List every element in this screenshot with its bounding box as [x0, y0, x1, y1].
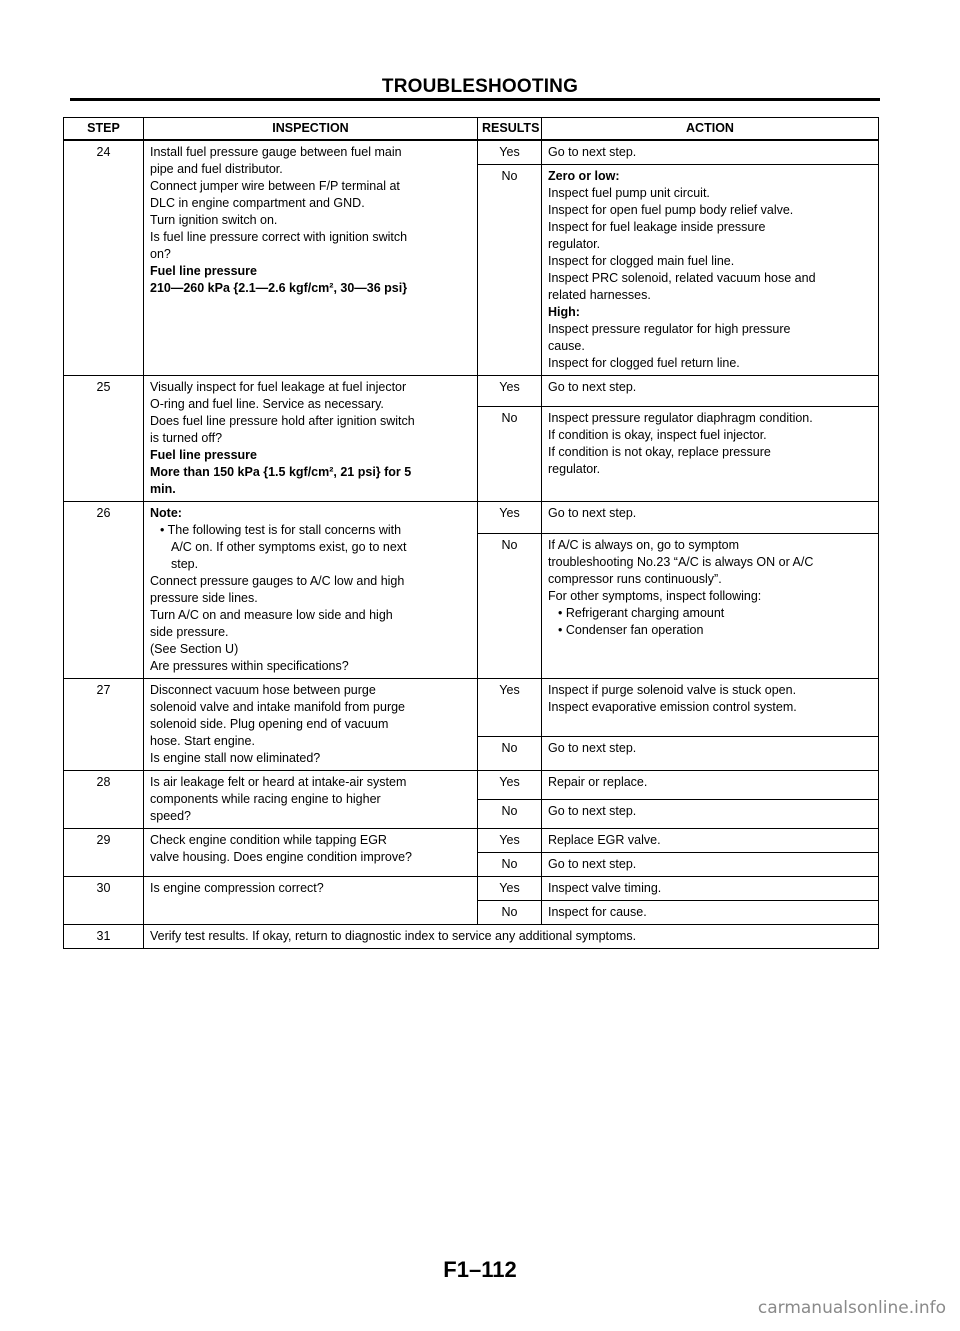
action-cell [542, 771, 879, 800]
inspection-cell [144, 877, 478, 925]
action-text: troubleshooting No.23 “A/C is always ON or A/C [548, 554, 814, 569]
action-text: Inspect for fuel leakage inside pressure [548, 220, 766, 234]
step-number: 25 [64, 376, 144, 502]
inspection-text: pipe and fuel distributor. [150, 162, 283, 176]
action-text: cause. [548, 339, 585, 353]
table-row [64, 679, 879, 737]
action-text: Go to next step. [548, 380, 637, 394]
action-text: If A/C is always on, go to symptom [548, 537, 740, 552]
action-text: Zero or low: [548, 169, 620, 183]
result-cell: Yes [478, 877, 542, 901]
action-cell [542, 406, 879, 501]
result-cell: Yes [478, 829, 542, 853]
action-text: Inspect for clogged fuel return line. [548, 356, 740, 370]
result-cell: No [478, 737, 542, 771]
column-header-step: STEP [64, 118, 144, 141]
result-cell: No [478, 406, 542, 501]
inspection-cell [144, 925, 879, 949]
column-header-results: RESULTS [478, 118, 542, 141]
inspection-text: Turn ignition switch on. [150, 213, 278, 227]
result-cell: Yes [478, 376, 542, 407]
action-cell [542, 165, 879, 376]
action-text: Inspect evaporative emission control system. [548, 700, 797, 714]
table-row [64, 140, 879, 165]
step-number: 31 [64, 925, 144, 949]
action-cell [542, 800, 879, 829]
step-number: 27 [64, 679, 144, 771]
inspection-text: Fuel line pressure [150, 448, 257, 462]
action-cell [542, 140, 879, 165]
action-text: Inspect for open fuel pump body relief valve. [548, 203, 794, 217]
action-text: • Refrigerant charging amount [548, 605, 872, 622]
inspection-text: Connect pressure gauges to A/C low and high [150, 574, 405, 588]
inspection-cell [144, 376, 478, 502]
action-text: Inspect valve timing. [548, 881, 662, 895]
step-number: 29 [64, 829, 144, 877]
inspection-text: solenoid valve and intake manifold from purge [150, 700, 406, 714]
inspection-text: Disconnect vacuum hose between purge [150, 683, 376, 697]
inspection-text: side pressure. [150, 625, 229, 639]
inspection-text: step. [171, 557, 199, 571]
inspection-text: (See Section U) [150, 642, 239, 656]
inspection-text: Visually inspect for fuel leakage at fuel injector [150, 380, 407, 394]
inspection-text: solenoid side. Plug opening end of vacuum [150, 717, 389, 731]
inspection-text: is turned off? [150, 431, 223, 445]
step-number: 28 [64, 771, 144, 829]
inspection-text: Does fuel line pressure hold after ignition switch [150, 414, 415, 428]
result-cell: No [478, 901, 542, 925]
inspection-text: Install fuel pressure gauge between fuel main [150, 145, 402, 159]
action-text: Inspect PRC solenoid, related vacuum hose and [548, 271, 816, 285]
action-text: If condition is not okay, replace pressure [548, 444, 771, 459]
step-number: 26 [64, 502, 144, 679]
inspection-text: Fuel line pressure [150, 264, 257, 278]
result-cell: Yes [478, 771, 542, 800]
inspection-text: • The following test is for stall concerns with [150, 522, 471, 539]
inspection-text: Turn A/C on and measure low side and high [150, 608, 393, 622]
inspection-text: More than 150 kPa {1.5 kgf/cm², 21 psi} for 5 [150, 465, 412, 479]
action-text: Go to next step. [548, 506, 637, 520]
action-cell [542, 376, 879, 407]
inspection-text: Is fuel line pressure correct with ignition switch [150, 230, 408, 244]
action-cell [542, 502, 879, 534]
inspection-text: Is engine compression correct? [150, 881, 324, 895]
result-cell: No [478, 800, 542, 829]
action-text: Inspect if purge solenoid valve is stuck open. [548, 683, 797, 697]
inspection-text: Verify test results. If okay, return to diagnostic index to service any additional symptoms. [150, 929, 637, 943]
inspection-text: hose. Start engine. [150, 734, 255, 748]
inspection-text: O-ring and fuel line. Service as necessary. [150, 397, 384, 411]
table-header-row [64, 118, 879, 141]
inspection-text: pressure side lines. [150, 591, 258, 605]
inspection-cell [144, 679, 478, 771]
action-cell [542, 533, 879, 678]
inspection-text: speed? [150, 809, 192, 823]
inspection-text: min. [150, 482, 176, 496]
result-cell: Yes [478, 679, 542, 737]
inspection-text: Are pressures within specifications? [150, 659, 349, 673]
action-text: regulator. [548, 461, 601, 476]
inspection-cell [144, 771, 478, 829]
action-text: Inspect for cause. [548, 905, 647, 919]
result-cell: No [478, 533, 542, 678]
action-text: regulator. [548, 237, 601, 251]
table-row [64, 925, 879, 949]
inspection-text: Check engine condition while tapping EGR [150, 833, 387, 847]
inspection-text: Connect jumper wire between F/P terminal at [150, 179, 400, 193]
action-cell [542, 737, 879, 771]
action-text: If condition is okay, inspect fuel injector. [548, 427, 767, 442]
action-cell [542, 901, 879, 925]
inspection-text: valve housing. Does engine condition improve? [150, 850, 412, 864]
inspection-text: A/C on. If other symptoms exist, go to next [171, 540, 407, 554]
action-text: Inspect pressure regulator for high pressure [548, 322, 791, 336]
action-cell [542, 853, 879, 877]
action-text: Replace EGR valve. [548, 833, 661, 847]
step-number: 30 [64, 877, 144, 925]
inspection-text: 210—260 kPa {2.1—2.6 kgf/cm², 30—36 psi} [150, 281, 408, 295]
troubleshooting-table [63, 117, 879, 949]
action-text: For other symptoms, inspect following: [548, 588, 762, 603]
result-cell: No [478, 165, 542, 376]
inspection-cell [144, 140, 478, 376]
inspection-cell [144, 829, 478, 877]
action-text: Go to next step. [548, 804, 637, 818]
table-body [64, 140, 879, 949]
column-header-inspection: INSPECTION [144, 118, 478, 141]
result-cell: Yes [478, 140, 542, 165]
action-cell [542, 829, 879, 853]
action-text: related harnesses. [548, 288, 651, 302]
action-text: Go to next step. [548, 741, 637, 756]
inspection-cell [144, 502, 478, 679]
action-text: Inspect for clogged main fuel line. [548, 254, 735, 268]
action-cell [542, 877, 879, 901]
inspection-text: Is engine stall now eliminated? [150, 751, 321, 765]
action-text: Repair or replace. [548, 775, 648, 789]
table-row [64, 829, 879, 853]
result-cell: Yes [478, 502, 542, 534]
inspection-text: Is air leakage felt or heard at intake-air system [150, 775, 407, 789]
table-row [64, 771, 879, 800]
action-text: Go to next step. [548, 857, 637, 871]
action-text: Inspect pressure regulator diaphragm condition. [548, 410, 813, 425]
column-header-action: ACTION [542, 118, 879, 141]
action-text: Inspect fuel pump unit circuit. [548, 186, 710, 200]
inspection-text: on? [150, 247, 171, 261]
table-row [64, 376, 879, 407]
action-text: compressor runs continuously”. [548, 571, 722, 586]
inspection-text: Note: [150, 506, 182, 520]
inspection-text: DLC in engine compartment and GND. [150, 196, 365, 210]
action-text: High: [548, 305, 580, 319]
page-title: TROUBLESHOOTING [381, 76, 579, 97]
result-cell: No [478, 853, 542, 877]
table-row [64, 502, 879, 534]
watermark: carmanualsonline.info [757, 1298, 946, 1318]
title-rule [70, 98, 880, 101]
step-number: 24 [64, 140, 144, 376]
inspection-text: components while racing engine to higher [150, 792, 381, 806]
action-cell [542, 679, 879, 737]
page-number: F1–112 [443, 1257, 517, 1282]
table-row [64, 877, 879, 901]
action-text: Go to next step. [548, 145, 637, 159]
action-text: • Condenser fan operation [548, 622, 872, 639]
